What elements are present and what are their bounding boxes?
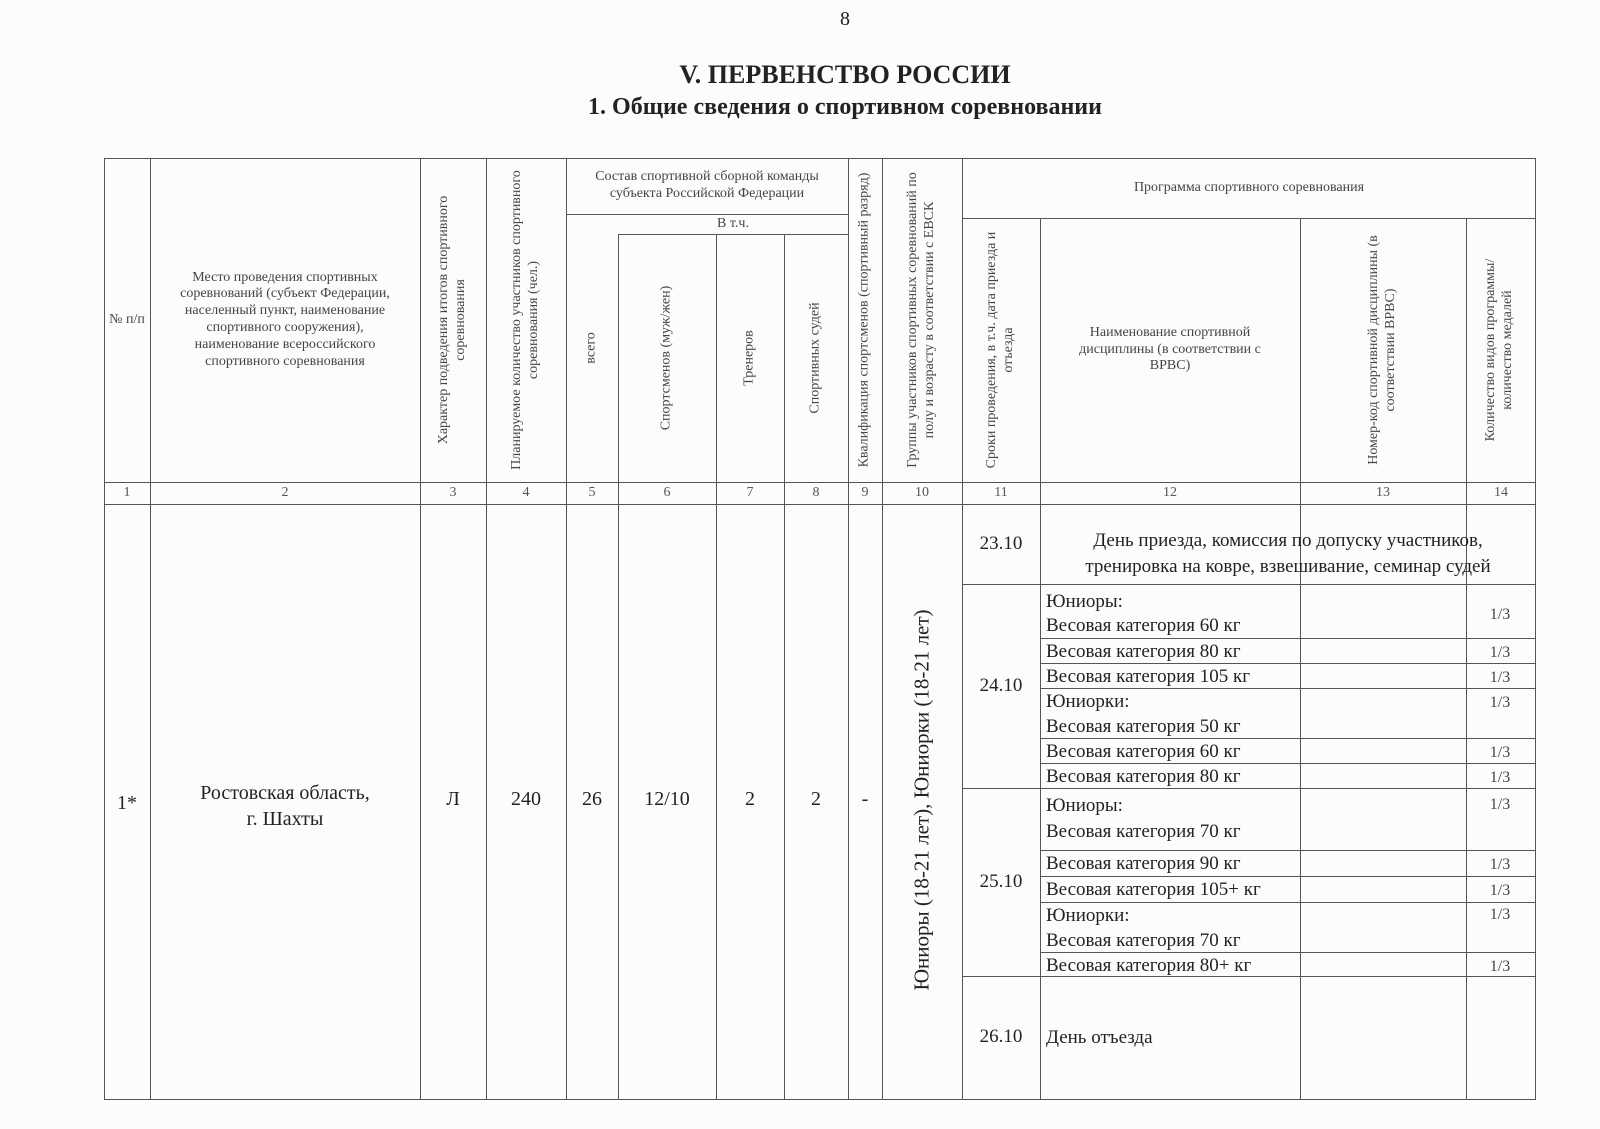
header-coaches: Тренеров (741, 330, 757, 386)
header-character: Характер подведения итогов спортивного соревнования (436, 195, 468, 445)
medals-ratio: 1/3 (1489, 769, 1511, 786)
medals-ratio: 1/3 (1489, 796, 1511, 813)
row-number: 1* (117, 792, 137, 814)
column-number: 4 (522, 484, 530, 500)
row-total: 26 (582, 788, 602, 810)
column-number: 14 (1494, 484, 1508, 500)
column-number: 13 (1376, 484, 1390, 500)
header-qualification: Квалификация спортсменов (спортивный разряд) (856, 172, 872, 468)
arrival-text-line2: тренировка на ковре, взвешивание, семинар судей (1085, 555, 1491, 577)
header-medals: Количество видов программы/ количество медалей (1483, 258, 1515, 442)
medals-ratio: 1/3 (1489, 906, 1511, 923)
arrival-text-line1: День приезда, комиссия по допуску участников, (1093, 529, 1483, 551)
header-dates: Сроки проведения, в т.ч. дата приезда и отъезда (984, 231, 1016, 469)
subsection-title: 1. Общие сведения о спортивном соревновании (588, 94, 1102, 120)
weight-category: Весовая категория 60 кг (1046, 741, 1241, 762)
weight-category: Весовая категория 70 кг (1046, 930, 1241, 951)
departure-text: День отъезда (1046, 1027, 1153, 1048)
column-number: 7 (746, 484, 754, 500)
page-number: 8 (840, 8, 850, 30)
row-character: Л (446, 788, 460, 810)
medals-ratio: 1/3 (1489, 958, 1511, 975)
date-departure: 26.10 (979, 1026, 1023, 1048)
weight-category: Весовая категория 105 кг (1046, 666, 1251, 687)
date-day2: 24.10 (979, 674, 1023, 696)
medals-ratio: 1/3 (1489, 669, 1511, 686)
row-coaches: 2 (745, 788, 755, 810)
column-number: 6 (663, 484, 671, 500)
header-number: № п/п (109, 311, 145, 327)
group-header-juniors: Юниоры: (1046, 591, 1123, 612)
group-header-junior-women: Юниорки: (1046, 691, 1130, 712)
group-header-juniors: Юниоры: (1046, 795, 1123, 816)
weight-category: Весовая категория 90 кг (1046, 853, 1241, 874)
column-number: 11 (994, 484, 1008, 500)
header-code: Номер-код спортивной дисциплины (в соответствии ВРВС) (1366, 235, 1398, 465)
column-number: 10 (915, 484, 929, 500)
header-incl: В т.ч. (717, 215, 749, 231)
medals-ratio: 1/3 (1489, 882, 1511, 899)
column-number: 2 (281, 484, 289, 500)
header-athletes: Спортсменов (муж/жен) (658, 285, 674, 431)
weight-category: Весовая категория 80 кг (1046, 641, 1241, 662)
row-place-line1: Ростовская область, (200, 782, 370, 804)
column-number: 12 (1163, 484, 1177, 500)
date-arrival: 23.10 (979, 532, 1023, 554)
date-day3: 25.10 (979, 870, 1023, 892)
medals-ratio: 1/3 (1489, 856, 1511, 873)
header-place: Место проведения спортивных соревнований (субъект Федерации, населенный пункт, наименование спортивного сооружения), наименование всероссийского спортивного соревнования (180, 269, 390, 369)
row-groups: Юниоры (18-21 лет), Юниорки (18-21 лет) (909, 609, 934, 991)
weight-category: Весовая категория 70 кг (1046, 821, 1241, 842)
medals-ratio: 1/3 (1489, 744, 1511, 761)
header-judges: Спортивных судей (807, 302, 823, 414)
row-judges: 2 (811, 788, 821, 810)
row-planned: 240 (511, 788, 541, 810)
competition-table (104, 158, 1536, 1100)
group-header-junior-women: Юниорки: (1046, 905, 1130, 926)
column-number: 5 (588, 484, 596, 500)
weight-category: Весовая категория 50 кг (1046, 716, 1241, 737)
section-title: V. ПЕРВЕНСТВО РОССИИ (679, 60, 1011, 89)
column-number: 1 (123, 484, 131, 500)
header-total: всего (583, 332, 599, 364)
row-place-line2: г. Шахты (246, 808, 324, 830)
weight-category: Весовая категория 80 кг (1046, 766, 1241, 787)
weight-category: Весовая категория 80+ кг (1046, 955, 1252, 976)
row-athletes: 12/10 (644, 788, 690, 810)
medals-ratio: 1/3 (1489, 606, 1511, 623)
medals-ratio: 1/3 (1489, 694, 1511, 711)
header-program-group: Программа спортивного соревнования (1133, 179, 1365, 195)
medals-ratio: 1/3 (1489, 644, 1511, 661)
column-number: 8 (812, 484, 820, 500)
header-groups: Группы участников спортивных соревнований по полу и возрасту в соответствии с ЕВСК (905, 172, 937, 468)
column-number: 3 (449, 484, 457, 500)
weight-category: Весовая категория 105+ кг (1046, 879, 1261, 900)
header-team-group: Состав спортивной сборной команды субъекта Российской Федерации (595, 169, 819, 201)
weight-category: Весовая категория 60 кг (1046, 615, 1241, 636)
row-qualification: - (861, 788, 869, 810)
column-number: 9 (861, 484, 869, 500)
header-discipline: Наименование спортивной дисциплины (в соответствии с ВРВС) (1079, 324, 1261, 374)
header-planned: Планируемое количество участников спортивного соревнования (чел.) (509, 170, 541, 470)
